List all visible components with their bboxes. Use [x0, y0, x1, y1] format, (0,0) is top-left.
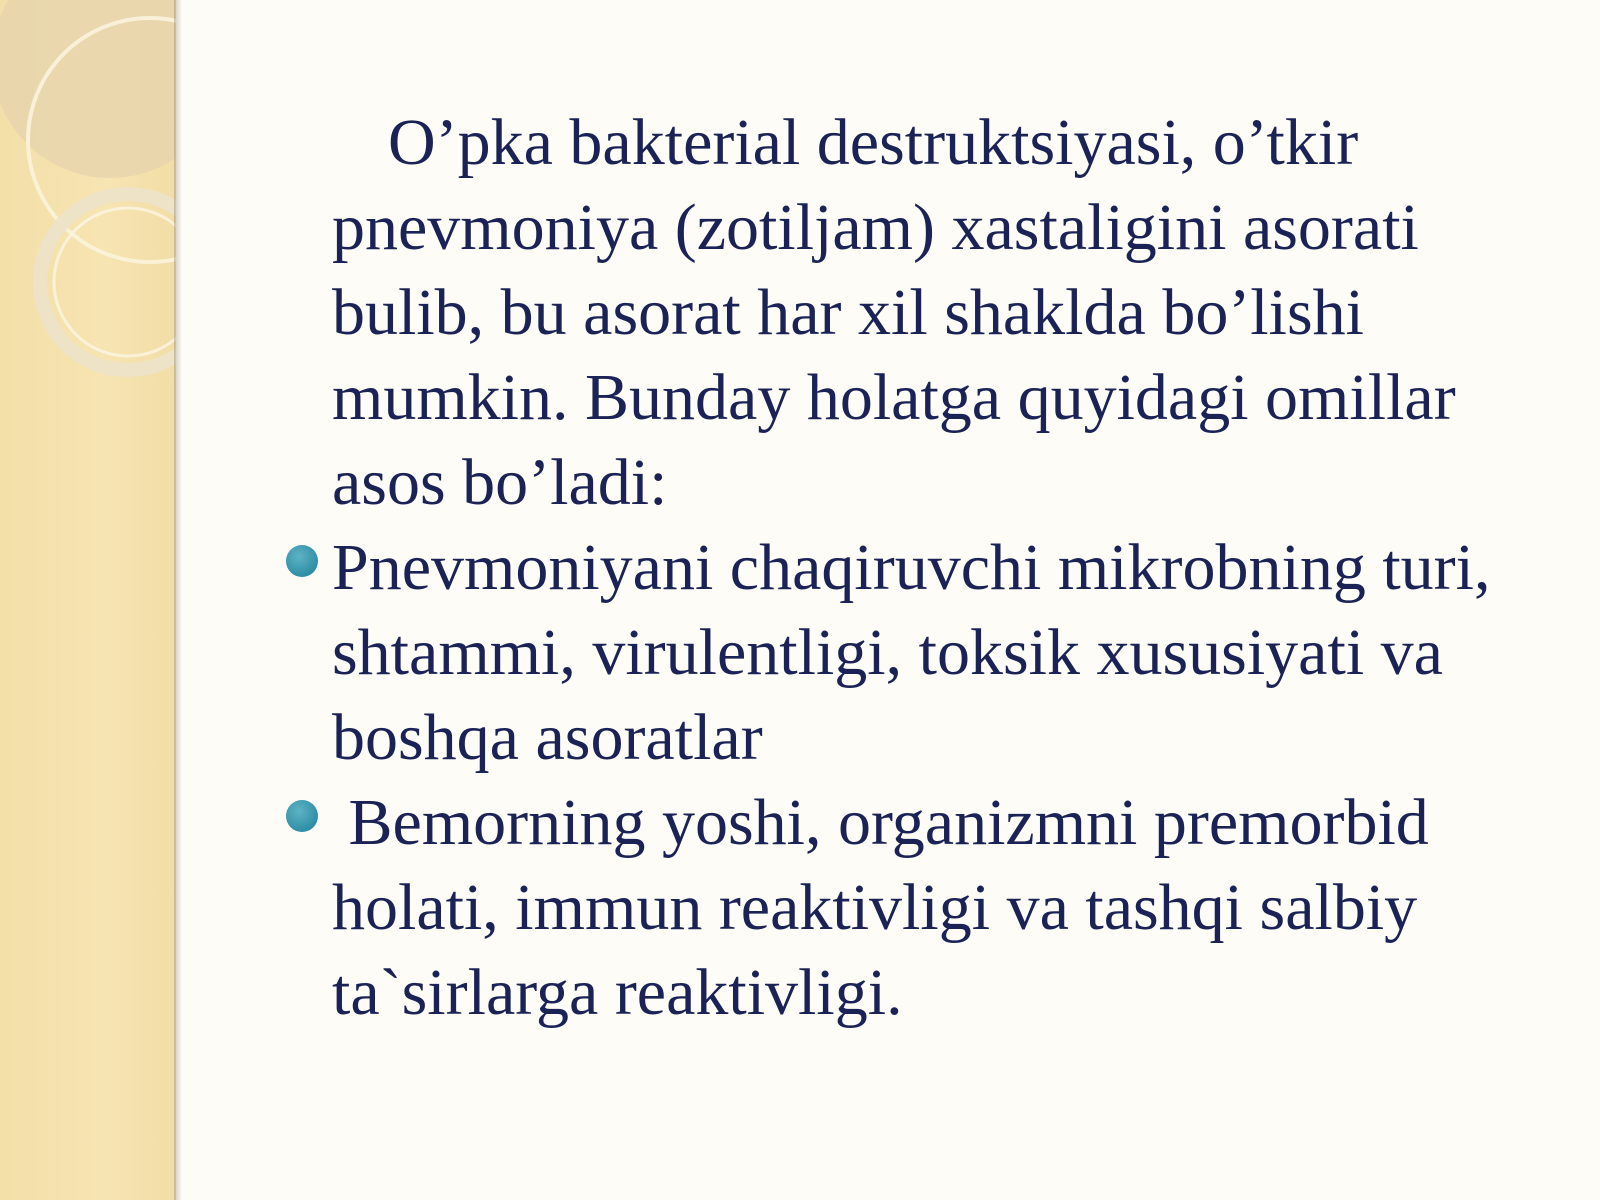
sidebar-shadow: [174, 0, 182, 1200]
intro-paragraph: O’pka bakterial destruktsiyasi, o’tkir pnevmoniya (zotiljam) xastaligini asorati bulib, bu asorat har xil shaklda bo’lishi mumkin. Bunday holatga quyidagi omillar asos bo’ladi:: [332, 106, 1456, 519]
bullet-dot-icon: [286, 800, 318, 832]
decorative-circles: [0, 0, 176, 1200]
bullet-item: [332, 780, 1570, 1035]
bullet-text: Bemorning yoshi, organizmni premorbid holati, immun reaktivligi va tashqi salbiy ta`sirlarga reaktivligi.: [332, 786, 1446, 1029]
decorative-sidebar: [0, 0, 176, 1200]
bullet-dot-icon: [286, 545, 318, 577]
slide-content: [280, 100, 1570, 1035]
bullet-text: Pnevmoniyani chaqiruvchi mikrobning turi, shtammi, virulentligi, toksik xususiyati va boshqa asoratlar: [332, 531, 1491, 774]
bullet-item: [332, 525, 1570, 780]
